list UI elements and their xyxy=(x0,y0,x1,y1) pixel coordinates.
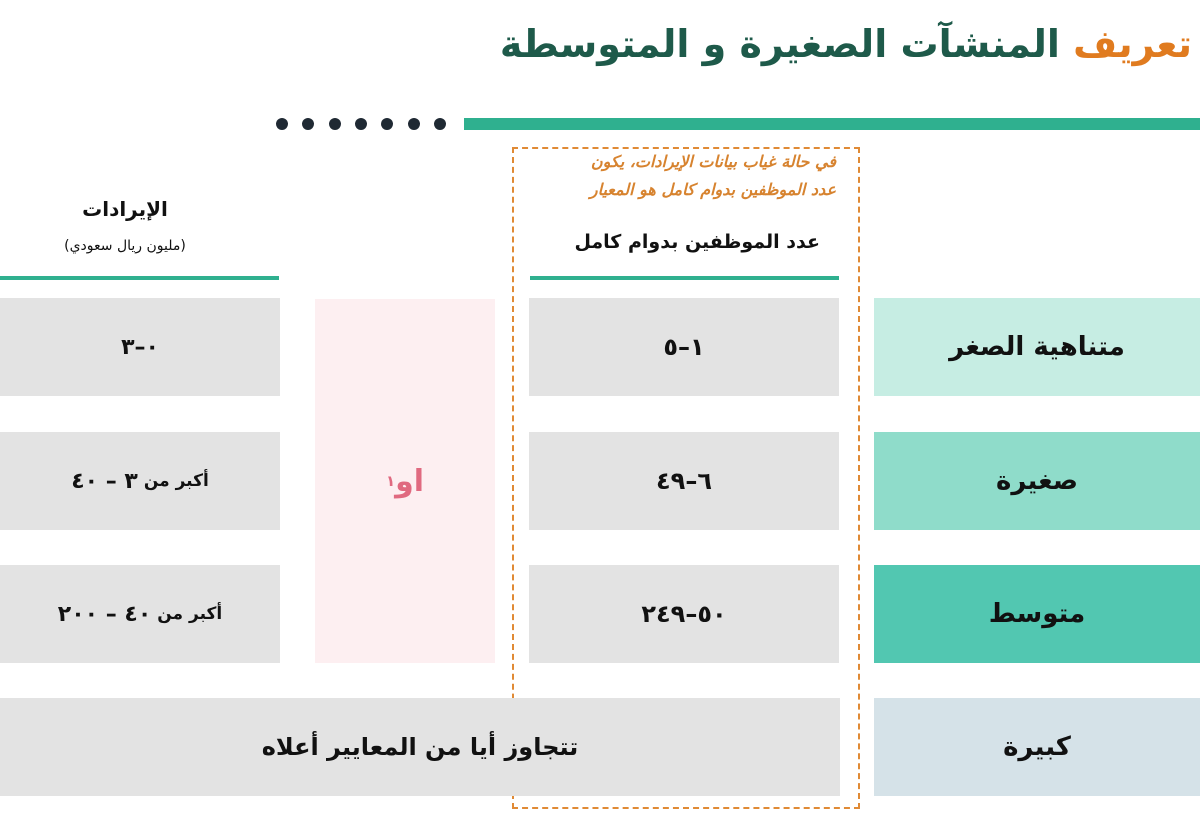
revenue-micro-value: ٠–٣ xyxy=(121,334,159,360)
employees-micro: ١–٥ xyxy=(529,298,839,396)
accent-line xyxy=(464,118,1200,130)
employees-header-underline xyxy=(530,276,839,280)
revenue-medium-value: ٤٠ – ٢٠٠ xyxy=(57,601,152,627)
revenue-small-prefix: أكبر من xyxy=(143,471,209,491)
title-rest: المنشآت الصغيرة و المتوسطة xyxy=(499,22,1060,66)
title-accent: تعريف xyxy=(1073,22,1192,66)
revenue-small-value: ٣ – ٤٠ xyxy=(71,468,138,494)
dots-divider xyxy=(276,115,446,133)
revenue-medium-prefix: أكبر من xyxy=(157,604,223,624)
dot xyxy=(355,118,367,130)
category-micro: متناهية الصغر xyxy=(874,298,1200,396)
employees-small: ٦–٤٩ xyxy=(529,432,839,530)
revenue-small xyxy=(0,432,280,530)
note-line-1: في حالة غياب بيانات الإيرادات، يكون xyxy=(590,152,836,171)
revenue-header-underline xyxy=(0,276,279,280)
category-small: صغيرة xyxy=(874,432,1200,530)
or-label: او xyxy=(395,463,425,499)
revenue-unit-label: (مليون ريال سعودي) xyxy=(64,238,186,254)
employees-medium: ٥٠–٢٤٩ xyxy=(529,565,839,663)
dot xyxy=(329,118,341,130)
dot xyxy=(276,118,288,130)
note-line-2: عدد الموظفين بدوام كامل هو المعيار xyxy=(589,180,836,199)
revenue-micro xyxy=(0,298,280,396)
dot xyxy=(434,118,446,130)
large-criteria: تتجاوز أيا من المعايير أعلاه xyxy=(0,698,840,796)
page-title xyxy=(292,18,1192,70)
dot xyxy=(302,118,314,130)
or-footnote: ١ xyxy=(385,472,396,490)
dot xyxy=(381,118,393,130)
revenue-column-header: الإيرادات xyxy=(82,197,168,221)
category-medium: متوسط xyxy=(874,565,1200,663)
category-large: كبيرة xyxy=(874,698,1200,796)
dot xyxy=(408,118,420,130)
employees-column-header: عدد الموظفين بدوام كامل xyxy=(574,231,820,253)
or-connector xyxy=(315,299,495,663)
fallback-note xyxy=(520,148,836,204)
revenue-medium xyxy=(0,565,280,663)
